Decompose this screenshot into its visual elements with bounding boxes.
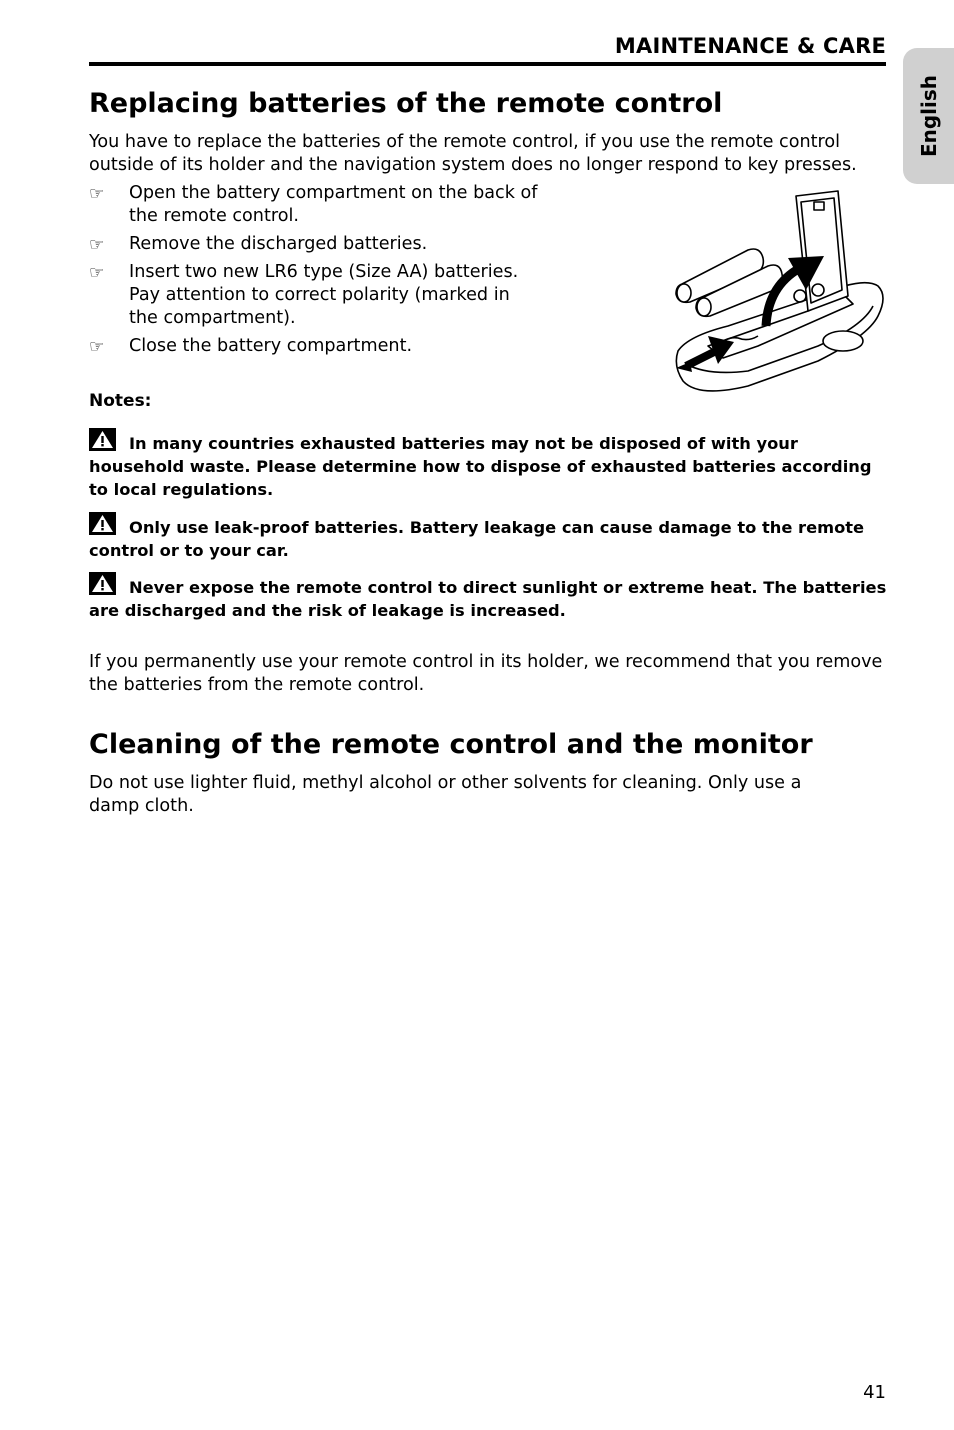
warning-triangle-icon: [89, 572, 116, 595]
intro-paragraph: You have to replace the batteries of the remote control, if you use the remote control outside of its holder and the navigation system does no longer respond to key presses.: [89, 132, 857, 175]
remote-battery-illustration: [668, 186, 888, 401]
language-tab: [903, 48, 954, 184]
cleaning-paragraph: Do not use lighter fluid, methyl alcohol or other solvents for cleaning. Only use a damp cloth.: [89, 773, 802, 816]
note-leakproof: [89, 512, 889, 562]
note-text: Only use leak-proof batteries. Battery leakage can cause damage to the remote control or to your car.: [89, 518, 865, 560]
list-item: [89, 335, 539, 358]
language-tab-label: English: [916, 74, 941, 158]
section-title-cleaning: Cleaning of the remote control and the monitor: [89, 729, 813, 760]
list-item: [89, 261, 539, 330]
section-title-batteries: Replacing batteries of the remote control: [89, 88, 723, 119]
warning-triangle-icon: [89, 428, 116, 451]
note-heat: [89, 572, 889, 622]
pointing-hand-icon: ☞: [89, 235, 105, 255]
header-rule: [89, 62, 886, 66]
page-number: 41: [863, 1382, 886, 1403]
step-text: Remove the discharged batteries.: [129, 234, 428, 254]
steps-list: [89, 182, 539, 363]
step-text: Insert two new LR6 type (Size AA) batteries. Pay attention to correct polarity (marked in the compartment).: [129, 262, 519, 328]
note-text: Never expose the remote control to direct sunlight or extreme heat. The batteries are discharged and the risk of leakage is increased.: [89, 578, 887, 620]
pointing-hand-icon: ☞: [89, 263, 105, 283]
step-text: Open the battery compartment on the back of the remote control.: [129, 183, 538, 226]
section-header: MAINTENANCE & CARE: [614, 34, 886, 58]
list-item: [89, 182, 539, 228]
list-item: [89, 233, 539, 256]
pointing-hand-icon: ☞: [89, 337, 105, 357]
holder-tip-paragraph: If you permanently use your remote control in its holder, we recommend that you remove the batteries from the remote control.: [89, 652, 883, 695]
note-disposal: [89, 428, 889, 501]
warning-triangle-icon: [89, 512, 116, 535]
pointing-hand-icon: ☞: [89, 184, 105, 204]
notes-label: Notes:: [89, 391, 152, 411]
step-text: Close the battery compartment.: [129, 336, 413, 356]
note-text: In many countries exhausted batteries may not be disposed of with your household waste. Please determine how to dispose of exhausted batteries according to local regulations.: [89, 434, 872, 499]
